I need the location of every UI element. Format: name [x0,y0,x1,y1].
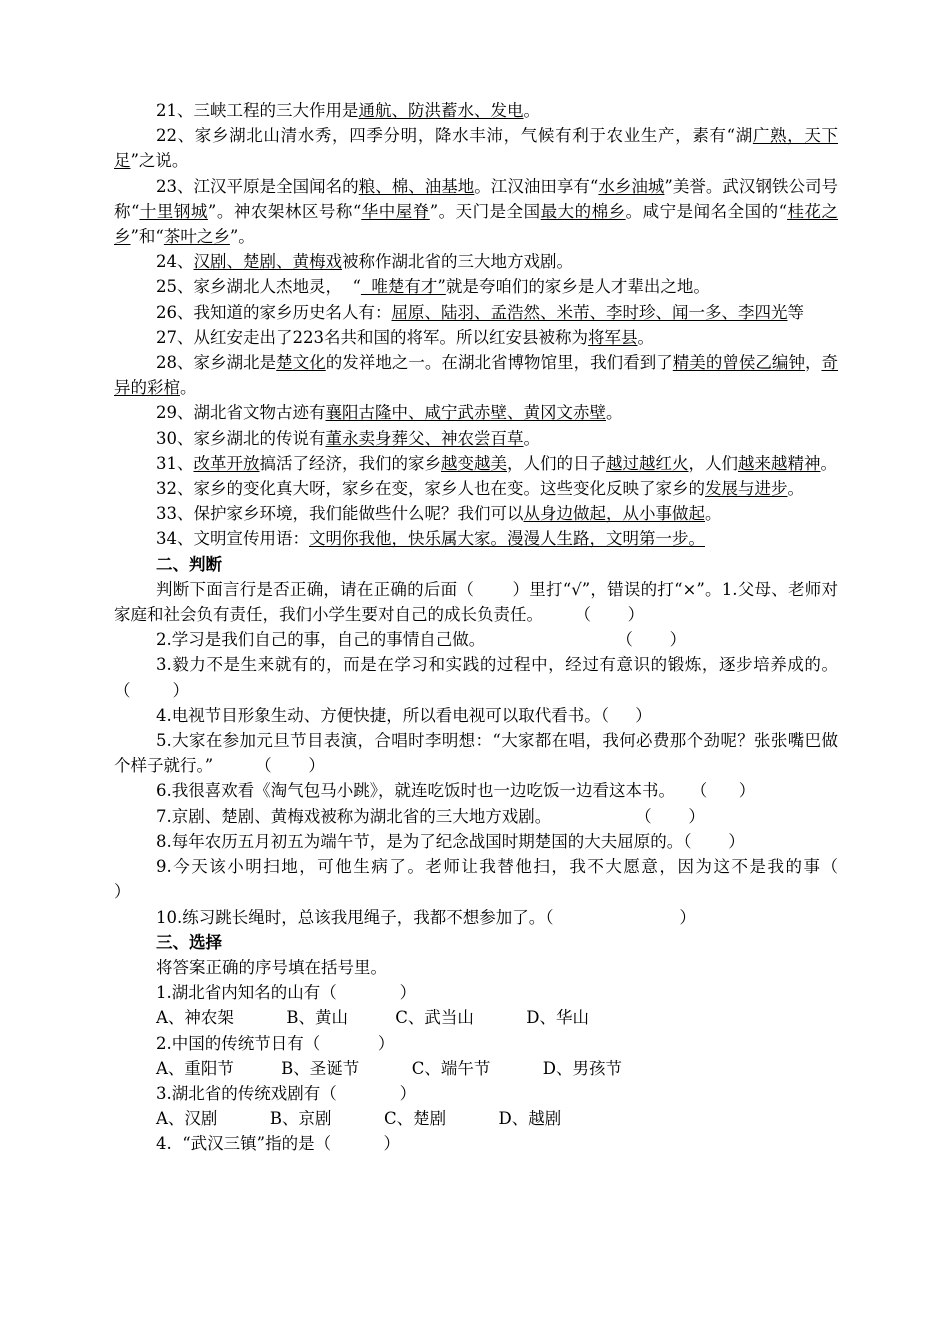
question-text: 33、保护家乡环境，我们能做些什么呢？我们可以 [156,504,524,524]
judge-intro: 判断下面言行是否正确，请在正确的后面（ ）里打“√”，错误的打“×”。1.父母、老师对家庭和社会负有责任，我们小学生要对自己的成长负责任。 （ ） [114,579,838,625]
question-text: 34、文明宣传用语： [156,529,309,549]
question-text: 26、我知道的家乡历史名人有： [156,302,392,322]
question-text: 等 [787,302,804,322]
question-text: ”。 [229,227,255,247]
question-text: 。 [606,403,623,423]
question-text: 。 [523,428,540,448]
question-text: 的发祥地之一。在湖北省博物馆里，我们看到了 [325,353,673,373]
answer-text: 十里钢城 [139,201,208,221]
question-25 [114,274,838,299]
choice-options: A、重阳节 B、圣诞节 C、端午节 D、男孩节 [156,1058,622,1078]
answer-text: 奇异的彩棺 [114,353,839,398]
answer-text: 粮、棉、油基地 [358,176,475,196]
answer-text: 桂花之乡 [114,201,839,247]
question-text: 。 [523,101,540,120]
question-text: 就是夸咱们的家乡是人才辈出之地。 [445,277,710,297]
answer-text: 水乡油城 [598,176,665,196]
question-21 [114,98,838,123]
question-text: 23、江汉平原是全国闻名的 [156,176,359,196]
answer-text: 华中屋脊 [361,201,430,221]
question-34 [114,526,838,551]
question-26 [114,300,838,325]
question-33 [114,501,838,526]
answer-text: 将军县 [588,327,638,347]
answer-text: 屈原、陆羽、孟浩然、米芾、李时珍、闻一多、李四光 [391,302,788,322]
question-text: 27、从红安走出了223名共和国的将军。所以红安县被称为 [156,327,588,347]
question-text: ”之说。 [130,151,189,171]
answer-text: 汉剧、楚剧、黄梅戏 [193,252,342,272]
judge-item: 3.毅力不是生来就有的，而是在学习和实践的过程中，经过有意识的锻炼，逐步培养成的。 （ ） [114,655,875,700]
answer-text: 唯楚有才” [360,277,446,297]
section-heading-judge: 二、判断 [156,554,222,574]
question-29 [114,400,838,425]
answer-text: 楚文化 [276,353,326,373]
question-31 [114,451,838,476]
question-text: 搞活了经济，我们的家乡 [259,453,441,473]
section-heading-choice: 三、选择 [156,932,222,952]
judge-item: 7.京剧、楚剧、黄梅戏被称为湖北省的三大地方戏剧。 （ ） [156,806,705,826]
choice-question: 2.中国的传统节日有（ ） [156,1033,395,1053]
answer-text: 茶叶之乡 [163,227,230,247]
question-text: 24、 [156,252,194,272]
answer-text: 精美的曾侯乙编钟 [672,353,805,373]
question-text: 。 [820,453,837,473]
answer-text: 董永卖身葬父、神农尝百草 [325,428,524,448]
question-27 [114,325,838,350]
question-text: 。 [180,378,197,398]
question-text: ， [804,353,822,373]
choice-options: A、神农架 B、黄山 C、武当山 D、华山 [156,1008,589,1028]
question-text: ，人们 [688,453,738,473]
question-text: 。 [637,327,654,347]
question-text: 32、家乡的变化真大呀，家乡在变，家乡人也在变。这些变化反映了家乡的 [156,479,705,499]
answer-text: 通航、防洪蓄水、发电 [358,101,524,120]
question-text: 。 [787,479,804,499]
judge-item: 8.每年农历五月初五为端午节，是为了纪念战国时期楚国的大夫屈原的。（ ） [156,831,745,851]
question-text: 25、家乡湖北人杰地灵， “ [156,277,361,297]
question-text: ，人们的日子 [507,453,606,473]
question-30 [114,426,838,451]
judge-item: 2.学习是我们自己的事，自己的事情自己做。 （ ） [156,630,687,650]
answer-text: 广熟，天下足 [114,126,838,171]
answer-text: 文明你我他，快乐属大家。漫漫人生路，文明第一步。 [309,529,705,549]
question-text: 22、家乡湖北山清水秀，四季分明，降水丰沛，气候有利于农业生产，素有“湖 [156,126,753,146]
judge-item: 10.练习跳长绳时，总该我甩绳子，我都不想参加了。（ ） [156,907,696,927]
question-text: 21、三峡工程的三大作用是 [156,101,359,120]
question-28 [114,350,838,400]
choice-options: A、汉剧 B、京剧 C、楚剧 D、越剧 [156,1109,562,1129]
document-body [114,98,922,1157]
question-32 [114,476,838,501]
judge-item: 9.今天该小明扫地，可他生病了。老师让我替他扫，我不大愿意，因为这不是我的事（ ） [114,857,922,902]
choice-intro: 将答案正确的序号填在括号里。 [156,957,387,977]
question-text: 28、家乡湖北是 [156,353,277,373]
question-text: 被称作湖北省的三大地方戏剧。 [342,252,573,272]
question-24 [114,249,838,274]
answer-text: 越来越精神 [738,453,821,473]
question-text: 31、 [156,453,194,473]
judge-item: 6.我很喜欢看《淘气包马小跳》，就连吃饭时也一边吃饭一边看这本书。 （ ） [156,781,756,801]
judge-item: 4.电视节目形象生动、方便快捷，所以看电视可以取代看书。（ ） [156,705,652,725]
answer-text: 襄阳古隆中、咸宁武赤壁、黄冈文赤壁 [325,403,606,423]
answer-text: 越过越红火 [606,453,689,473]
question-text: 。 [705,504,722,524]
choice-question: 3.湖北省的传统戏剧有（ ） [156,1083,417,1103]
question-text: ”。神农架林区号称“ [207,201,362,221]
answer-text: 从身边做起，从小事做起 [523,504,705,524]
answer-text: 发展与进步 [705,479,788,499]
choice-question: 1.湖北省内知名的山有（ ） [156,983,417,1003]
question-text: 。江汉油田享有“ [474,176,599,196]
answer-text: 改革开放 [193,453,260,473]
question-22 [114,123,838,173]
question-text: 30、家乡湖北的传说有 [156,428,326,448]
question-23 [114,174,838,250]
answer-text: 越变越美 [441,453,507,473]
question-text: 。咸宁是闻名全国的“ [625,201,788,221]
judge-item: 5.大家在参加元旦节目表演，合唱时李明想：“大家都在唱，我何必费那个劲呢？张张嘴巴做个样子就行。” （ ） [114,731,838,776]
question-text: 29、湖北省文物古迹有 [156,403,326,423]
question-text: ”。天门是全国 [429,201,541,221]
answer-text: 最大的棉乡 [540,201,626,221]
question-text: ”美誉。武汉钢铁公司号称“ [114,176,839,221]
question-text: ”和“ [130,227,164,247]
choice-question: 4. “武汉三镇”指的是（ ） [156,1134,401,1154]
